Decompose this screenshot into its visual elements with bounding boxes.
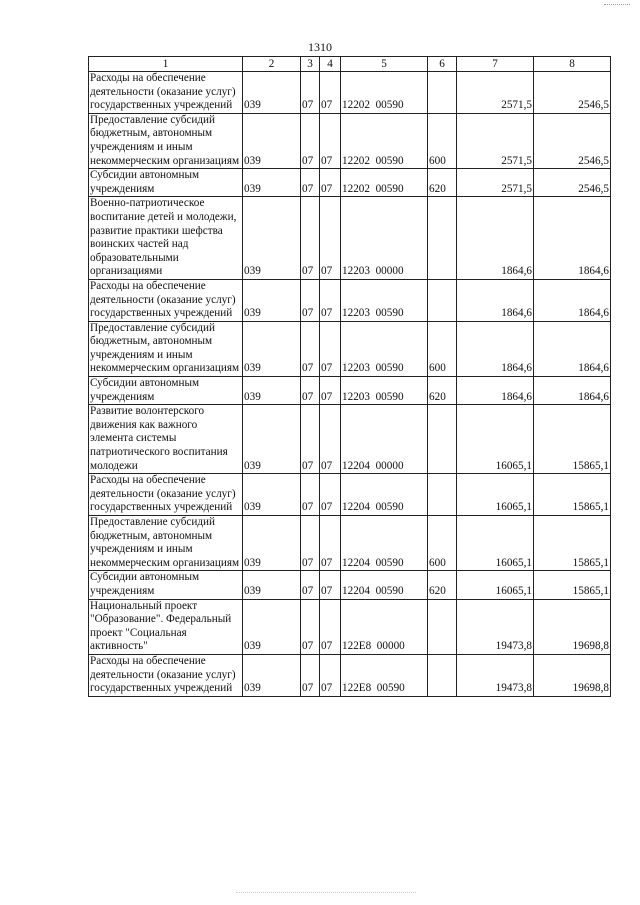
expense-type-code	[428, 599, 457, 654]
expense-type-code: 600	[428, 113, 457, 168]
item-name: Предоставление субсидий бюджетным, автономным учреждениям и иным некоммерческим организациям	[89, 321, 243, 376]
target-article-code: 122E8 00590	[341, 654, 428, 696]
subsection-code: 07	[320, 599, 341, 654]
header-row	[89, 57, 611, 72]
amount-year-1: 1864,6	[457, 279, 534, 321]
expense-type-code: 620	[428, 377, 457, 405]
item-name: Предоставление субсидий бюджетным, автономным учреждениям и иным некоммерческим организациям	[89, 516, 243, 571]
header-cell-3: 3	[301, 57, 320, 72]
ministry-code: 039	[243, 571, 301, 599]
ministry-code: 039	[243, 72, 301, 114]
section-code: 07	[301, 72, 320, 114]
section-code: 07	[301, 197, 320, 280]
amount-year-2: 19698,8	[534, 654, 611, 696]
amount-year-2: 2546,5	[534, 72, 611, 114]
expense-type-code: 600	[428, 516, 457, 571]
expense-type-code	[428, 197, 457, 280]
table-row	[89, 321, 611, 376]
table-row	[89, 405, 611, 474]
ministry-code: 039	[243, 377, 301, 405]
ministry-code: 039	[243, 321, 301, 376]
scan-edge-mark	[604, 4, 630, 6]
ministry-code: 039	[243, 405, 301, 474]
table-row	[89, 113, 611, 168]
target-article-code: 12202 00590	[341, 169, 428, 197]
target-article-code: 122E8 00000	[341, 599, 428, 654]
table-row	[89, 474, 611, 516]
target-article-code: 12203 00590	[341, 321, 428, 376]
scan-edge-mark	[236, 892, 416, 894]
table-row	[89, 654, 611, 696]
amount-year-1: 2571,5	[457, 72, 534, 114]
section-code: 07	[301, 516, 320, 571]
section-code: 07	[301, 169, 320, 197]
item-name: Национальный проект "Образование". Федеральный проект "Социальная активность"	[89, 599, 243, 654]
amount-year-1: 2571,5	[457, 169, 534, 197]
table-row	[89, 72, 611, 114]
subsection-code: 07	[320, 516, 341, 571]
ministry-code: 039	[243, 197, 301, 280]
section-code: 07	[301, 571, 320, 599]
item-name: Предоставление субсидий бюджетным, автономным учреждениям и иным некоммерческим организациям	[89, 113, 243, 168]
header-cell-4: 4	[320, 57, 341, 72]
subsection-code: 07	[320, 377, 341, 405]
expense-type-code	[428, 405, 457, 474]
amount-year-2: 19698,8	[534, 599, 611, 654]
section-code: 07	[301, 474, 320, 516]
subsection-code: 07	[320, 474, 341, 516]
header-cell-2: 2	[243, 57, 301, 72]
table-row	[89, 377, 611, 405]
item-name: Субсидии автономным учреждениям	[89, 377, 243, 405]
amount-year-2: 2546,5	[534, 169, 611, 197]
ministry-code: 039	[243, 169, 301, 197]
target-article-code: 12203 00590	[341, 279, 428, 321]
ministry-code: 039	[243, 279, 301, 321]
section-code: 07	[301, 599, 320, 654]
header-cell-1: 1	[89, 57, 243, 72]
header-cell-8: 8	[534, 57, 611, 72]
item-name: Военно-патриотическое воспитание детей и молодежи, развитие практики шефства воинских частей над образовательными организациями	[89, 197, 243, 280]
section-code: 07	[301, 654, 320, 696]
amount-year-2: 15865,1	[534, 474, 611, 516]
amount-year-1: 16065,1	[457, 405, 534, 474]
ministry-code: 039	[243, 474, 301, 516]
amount-year-2: 15865,1	[534, 405, 611, 474]
table-row	[89, 169, 611, 197]
amount-year-1: 1864,6	[457, 321, 534, 376]
item-name: Расходы на обеспечение деятельности (оказание услуг) государственных учреждений	[89, 654, 243, 696]
section-code: 07	[301, 113, 320, 168]
table-row	[89, 599, 611, 654]
table-row	[89, 197, 611, 280]
amount-year-1: 1864,6	[457, 377, 534, 405]
subsection-code: 07	[320, 169, 341, 197]
budget-table	[88, 56, 611, 697]
amount-year-2: 1864,6	[534, 377, 611, 405]
expense-type-code: 600	[428, 321, 457, 376]
amount-year-1: 19473,8	[457, 654, 534, 696]
amount-year-2: 15865,1	[534, 571, 611, 599]
subsection-code: 07	[320, 654, 341, 696]
target-article-code: 12204 00590	[341, 474, 428, 516]
item-name: Развитие волонтерского движения как важного элемента системы патриотического воспитания молодежи	[89, 405, 243, 474]
expense-type-code	[428, 279, 457, 321]
ministry-code: 039	[243, 113, 301, 168]
amount-year-2: 15865,1	[534, 516, 611, 571]
target-article-code: 12203 00000	[341, 197, 428, 280]
item-name: Расходы на обеспечение деятельности (оказание услуг) государственных учреждений	[89, 72, 243, 114]
ministry-code: 039	[243, 599, 301, 654]
ministry-code: 039	[243, 516, 301, 571]
amount-year-1: 16065,1	[457, 474, 534, 516]
table-row	[89, 571, 611, 599]
subsection-code: 07	[320, 321, 341, 376]
expense-type-code	[428, 654, 457, 696]
subsection-code: 07	[320, 405, 341, 474]
target-article-code: 12204 00590	[341, 571, 428, 599]
expense-type-code: 620	[428, 571, 457, 599]
subsection-code: 07	[320, 571, 341, 599]
target-article-code: 12204 00000	[341, 405, 428, 474]
header-cell-6: 6	[428, 57, 457, 72]
item-name: Расходы на обеспечение деятельности (оказание услуг) государственных учреждений	[89, 474, 243, 516]
amount-year-1: 19473,8	[457, 599, 534, 654]
table-row	[89, 279, 611, 321]
expense-type-code	[428, 72, 457, 114]
target-article-code: 12203 00590	[341, 377, 428, 405]
header-cell-7: 7	[457, 57, 534, 72]
amount-year-1: 1864,6	[457, 197, 534, 280]
subsection-code: 07	[320, 197, 341, 280]
section-code: 07	[301, 279, 320, 321]
section-code: 07	[301, 321, 320, 376]
amount-year-2: 1864,6	[534, 197, 611, 280]
target-article-code: 12204 00590	[341, 516, 428, 571]
amount-year-2: 1864,6	[534, 321, 611, 376]
expense-type-code	[428, 474, 457, 516]
subsection-code: 07	[320, 72, 341, 114]
section-code: 07	[301, 377, 320, 405]
header-cell-5: 5	[341, 57, 428, 72]
subsection-code: 07	[320, 113, 341, 168]
table-row	[89, 516, 611, 571]
item-name: Расходы на обеспечение деятельности (оказание услуг) государственных учреждений	[89, 279, 243, 321]
page-number: 1310	[308, 40, 332, 54]
target-article-code: 12202 00590	[341, 113, 428, 168]
amount-year-1: 16065,1	[457, 571, 534, 599]
amount-year-2: 2546,5	[534, 113, 611, 168]
amount-year-2: 1864,6	[534, 279, 611, 321]
amount-year-1: 2571,5	[457, 113, 534, 168]
item-name: Субсидии автономным учреждениям	[89, 571, 243, 599]
ministry-code: 039	[243, 654, 301, 696]
amount-year-1: 16065,1	[457, 516, 534, 571]
expense-type-code: 620	[428, 169, 457, 197]
subsection-code: 07	[320, 279, 341, 321]
section-code: 07	[301, 405, 320, 474]
item-name: Субсидии автономным учреждениям	[89, 169, 243, 197]
target-article-code: 12202 00590	[341, 72, 428, 114]
